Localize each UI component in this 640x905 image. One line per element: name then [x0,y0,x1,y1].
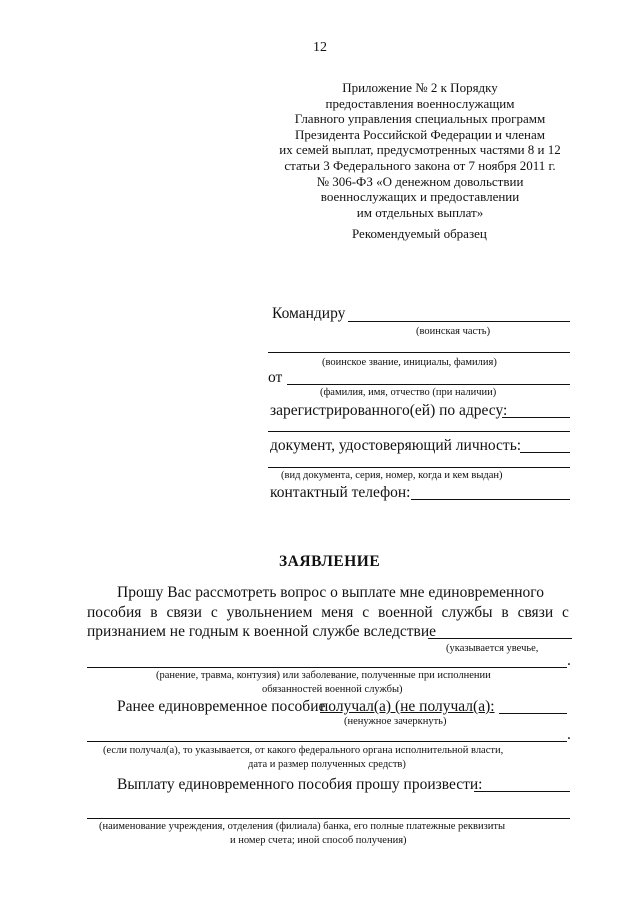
id-doc-line-2 [268,467,570,468]
body-line-1: Прошу Вас рассмотреть вопрос о выплате мне единовременного [117,584,545,601]
previous-options: получал(а) (не получал(а): [320,698,495,715]
address-line-1 [502,417,570,418]
received-hint-2: дата и размер полученных средств) [248,759,406,770]
body-line-3: признанием не годным к военной службе вследствие [87,623,436,640]
phone-line [411,499,570,500]
injury-line-1 [428,638,572,639]
received-line-period: . [567,726,571,743]
rank-line [268,352,570,353]
appendix-line: № 306-ФЗ «О денежном довольствии [316,173,524,189]
body-line-2: пособия в связи с увольнением меня с военной службы в связи с [87,604,569,621]
from-label: от [268,369,283,386]
appendix-line: Приложение № 2 к Порядку [342,80,498,95]
payment-text: Выплату единовременного пособия прошу произвести: [117,776,483,793]
document-title: ЗАЯВЛЕНИЕ [279,553,381,570]
phone-label: контактный телефон: [270,484,411,501]
appendix-line: военнослужащих и предоставлении [320,189,520,205]
appendix-line: статьи 3 Федерального закона от 7 ноября 2011 г. [284,157,556,173]
recommended-sample: Рекомендуемый образец [352,226,487,241]
previous-line [499,713,567,714]
id-doc-line-1 [520,452,570,453]
bank-hint-2: и номер счета; иной способ получения) [230,835,407,846]
previous-hint: (ненужное зачеркнуть) [344,716,447,727]
previous-text: Ранее единовременное пособие [117,698,326,715]
appendix-block [270,80,570,220]
injury-hint-2: (ранение, травма, контузия) или заболевание, полученные при исполнении [156,670,491,681]
page-number: 12 [313,40,327,55]
commander-label: Командиру [272,305,346,322]
unit-hint: (воинская часть) [416,326,491,337]
appendix-line: им отдельных выплат» [356,204,484,220]
id-doc-hint: (вид документа, серия, номер, когда и кем выдан) [281,470,503,481]
injury-hint-1: (указывается увечье, [446,643,539,654]
bank-hint-1: (наименование учреждения, отделения (филиала) банка, его полные платежные реквизиты [99,821,505,832]
injury-line-2 [87,667,567,668]
appendix-line: их семей выплат, предусмотренных частями 8 и 12 [279,142,561,158]
unit-line [348,321,570,322]
address-label: зарегистрированного(ей) по адресу: [270,402,508,419]
received-hint-1: (если получал(а), то указывается, от какого федерального органа исполнительной власти, [103,745,504,756]
injury-hint-3: обязанностей военной службы) [262,684,403,695]
payment-line-2 [87,818,570,819]
address-line-2 [268,431,570,432]
payment-line-1 [474,791,570,792]
appendix-line: Главного управления специальных программ [294,111,546,127]
name-line [287,384,570,385]
rank-hint: (воинское звание, инициалы, фамилия) [322,357,497,368]
id-doc-label: документ, удостоверяющий личность: [270,437,522,454]
appendix-line: предоставления военнослужащим [325,95,515,111]
appendix-line: Президента Российской Федерации и членам [294,126,546,142]
received-line [87,741,567,742]
injury-line-period: . [567,652,571,669]
name-hint: (фамилия, имя, отчество (при наличии) [320,387,497,398]
